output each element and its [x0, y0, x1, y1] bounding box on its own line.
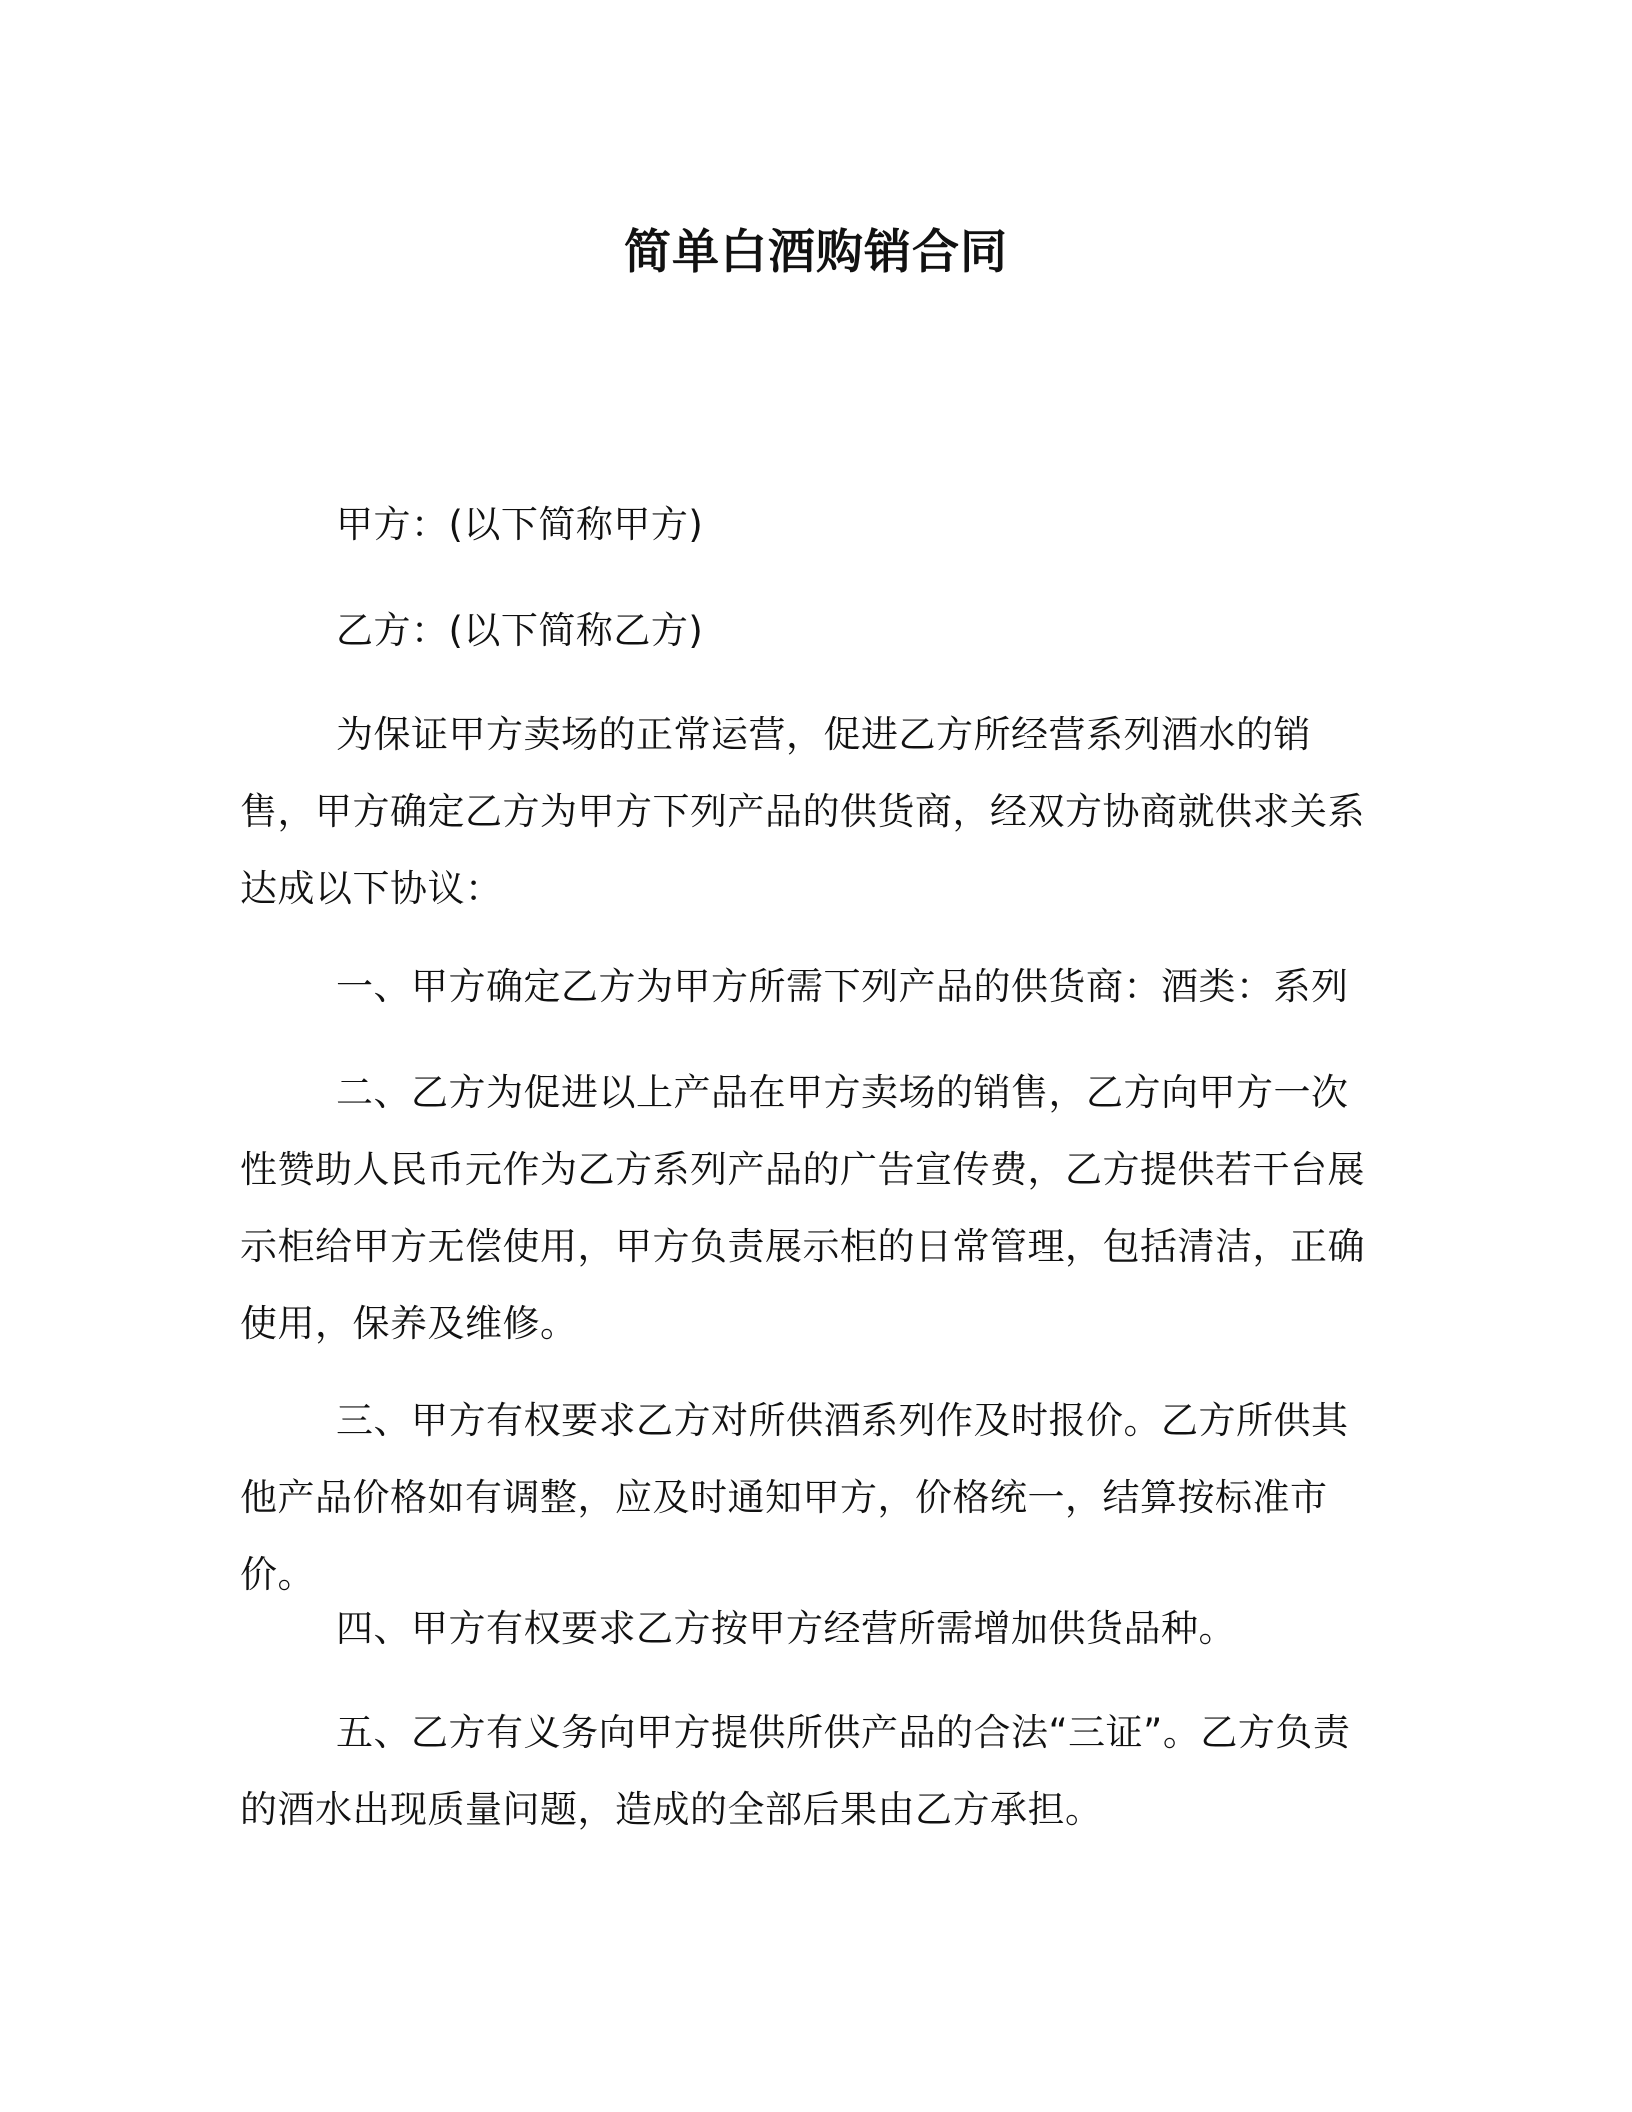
intro-text: 为保证甲方卖场的正常运营，促进乙方所经营系列酒水的销售，甲方确定乙方为甲方下列产品的供货商，经双方协商就供求关系达成以下协议：: [240, 713, 1365, 910]
clause-3-text: 三、甲方有权要求乙方对所供酒系列作及时报价。乙方所供其他产品价格如有调整，应及时通知甲方，价格统一，结算按标准市价。: [240, 1399, 1349, 1596]
clause-1-text: 一、甲方确定乙方为甲方所需下列产品的供货商：酒类：系列: [336, 965, 1349, 1008]
clause-4: [240, 1590, 1380, 1667]
clause-5: [240, 1694, 1380, 1848]
clause-1: [240, 948, 1380, 1025]
party-a-text: 甲方：(以下简称甲方): [336, 503, 704, 546]
clause-2: [240, 1054, 1380, 1362]
document-title: 简单白酒购销合同: [624, 225, 1008, 280]
clause-2-text: 二、乙方为促进以上产品在甲方卖场的销售，乙方向甲方一次性赞助人民币元作为乙方系列产品的广告宣传费，乙方提供若干台展示柜给甲方无偿使用，甲方负责展示柜的日常管理，包括清洁，正确使用，保养及维修。: [240, 1071, 1365, 1345]
party-b-text: 乙方：(以下简称乙方): [336, 609, 704, 652]
party-b-line: [240, 592, 1380, 669]
clause-3: [240, 1382, 1380, 1613]
party-a-line: [240, 486, 1380, 563]
intro-paragraph: [240, 696, 1380, 927]
clause-5-text: 五、乙方有义务向甲方提供所供产品的合法“三证”。乙方负责的酒水出现质量问题，造成的全部后果由乙方承担。: [240, 1711, 1351, 1831]
clause-4-text: 四、甲方有权要求乙方按甲方经营所需增加供货品种。: [336, 1607, 1236, 1650]
